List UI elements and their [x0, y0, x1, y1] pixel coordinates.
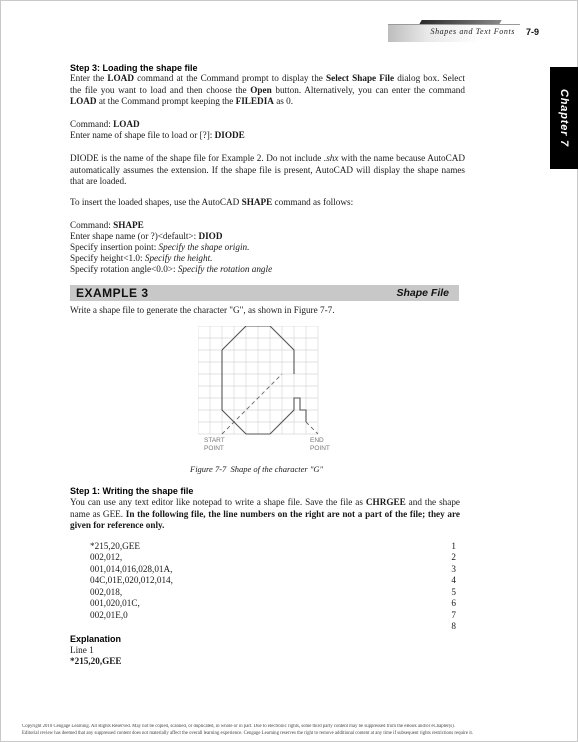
- code-line-number: 3: [451, 564, 456, 574]
- code-line: 002,012,: [90, 552, 123, 562]
- code-line: 04C,01E,020,012,014,: [90, 575, 173, 585]
- page-number: 7-9: [526, 27, 540, 37]
- code-line-number: 4: [451, 575, 456, 585]
- command-line-height: Specify height<1.0: Specify the height.: [70, 253, 213, 263]
- figure-number: Figure 7-7: [190, 464, 227, 474]
- copyright-line-1: Copyright 2010 Cengage Learning. All Rights Reserved. May not be copied, scanned, or duplicated, in whole or in part. Due to electronic rights, some third party content may be suppressed from the eBook and/or eChapter(s).: [22, 724, 455, 729]
- example-intro: Write a shape file to generate the character "G", as shown in Figure 7-7.: [70, 305, 335, 315]
- figure-caption: [190, 464, 323, 474]
- step1-paragraph: You can use any text editor like notepad to write a shape file. Save the file as CHRGEE and the shape name as GEE. In the following file, the line numbers on the right are not a part of the file; they are given for reference only.: [70, 497, 460, 530]
- copyright-line-2: Editorial review has deemed that any suppressed content does not materially affect the overall learning experience. Cengage Learning reserves the right to remove additional content at any time if subsequent rights restrictions require it.: [22, 730, 474, 736]
- g-pen-up-dash-1: [222, 374, 282, 434]
- chapter-tab: [550, 67, 578, 169]
- figure-g-shape: [198, 326, 348, 456]
- g-pen-up-dash-2: [306, 422, 318, 434]
- example-title: Shape File: [396, 287, 449, 299]
- step3-heading: Step 3: Loading the shape file: [70, 63, 198, 73]
- step3-paragraph-2: DIODE is the name of the shape file for Example 2. Do not include .shx with the name because AutoCAD automatically assumes the extension. If the shape file is present, AutoCAD will display the shape names that are loaded.: [70, 153, 465, 186]
- code-line: 001,020,01C,: [90, 598, 140, 608]
- copyright-footer: [22, 724, 562, 737]
- step1-heading: Step 1: Writing the shape file: [70, 486, 194, 496]
- chapter-tab-label: Chapter 7: [558, 89, 570, 147]
- code-line-number: 7: [451, 610, 456, 620]
- code-line-number: 2: [451, 552, 456, 562]
- code-line-number: 1: [451, 541, 456, 551]
- code-line: 002,018,: [90, 587, 123, 597]
- start-point-label-2: POINT: [204, 445, 224, 452]
- code-line: 002,01E,0: [90, 610, 128, 620]
- command-line-shape: Command: SHAPE: [70, 220, 144, 230]
- command-line-load: Command: LOAD: [70, 119, 140, 129]
- command-line-shapefile: Enter name of shape file to load or [?]: DIODE: [70, 130, 245, 140]
- command-line-rotation: Specify rotation angle<0.0>: Specify the rotation angle: [70, 264, 273, 274]
- explanation-heading: Explanation: [70, 634, 122, 644]
- command-line-shapename: Enter shape name (or ?)<default>: DIOD: [70, 231, 223, 241]
- step3-paragraph-3: To insert the loaded shapes, use the AutoCAD SHAPE command as follows:: [70, 197, 354, 207]
- command-line-insertion: Specify insertion point: Specify the shape origin.: [70, 242, 250, 252]
- figure-caption-text: Shape of the character "G": [230, 464, 324, 474]
- figure-grid: [198, 326, 318, 434]
- running-title: Shapes and Text Fonts: [430, 27, 515, 36]
- code-line-number: 6: [451, 598, 456, 608]
- start-point-label-1: START: [204, 437, 225, 444]
- end-point-label-2: POINT: [310, 445, 330, 452]
- explanation-code: *215,20,GEE: [70, 656, 122, 666]
- example-label: EXAMPLE 3: [76, 286, 149, 300]
- explanation-line-label: Line 1: [70, 645, 94, 655]
- code-line: *215,20,GEE: [90, 541, 141, 551]
- code-line-number: 8: [451, 621, 456, 631]
- end-point-label-1: END: [310, 437, 324, 444]
- step3-paragraph-1: Enter the LOAD command at the Command prompt to display the Select Shape File dialog box. Select the file you want to load and then choose the Open button. Alternatively, you can enter the command LOAD at the Command prompt keeping the FILEDIA as 0.: [70, 73, 465, 106]
- example-band: [70, 285, 459, 301]
- code-line-number: 5: [451, 587, 456, 597]
- code-line: 001,014,016,028,01A,: [90, 564, 173, 574]
